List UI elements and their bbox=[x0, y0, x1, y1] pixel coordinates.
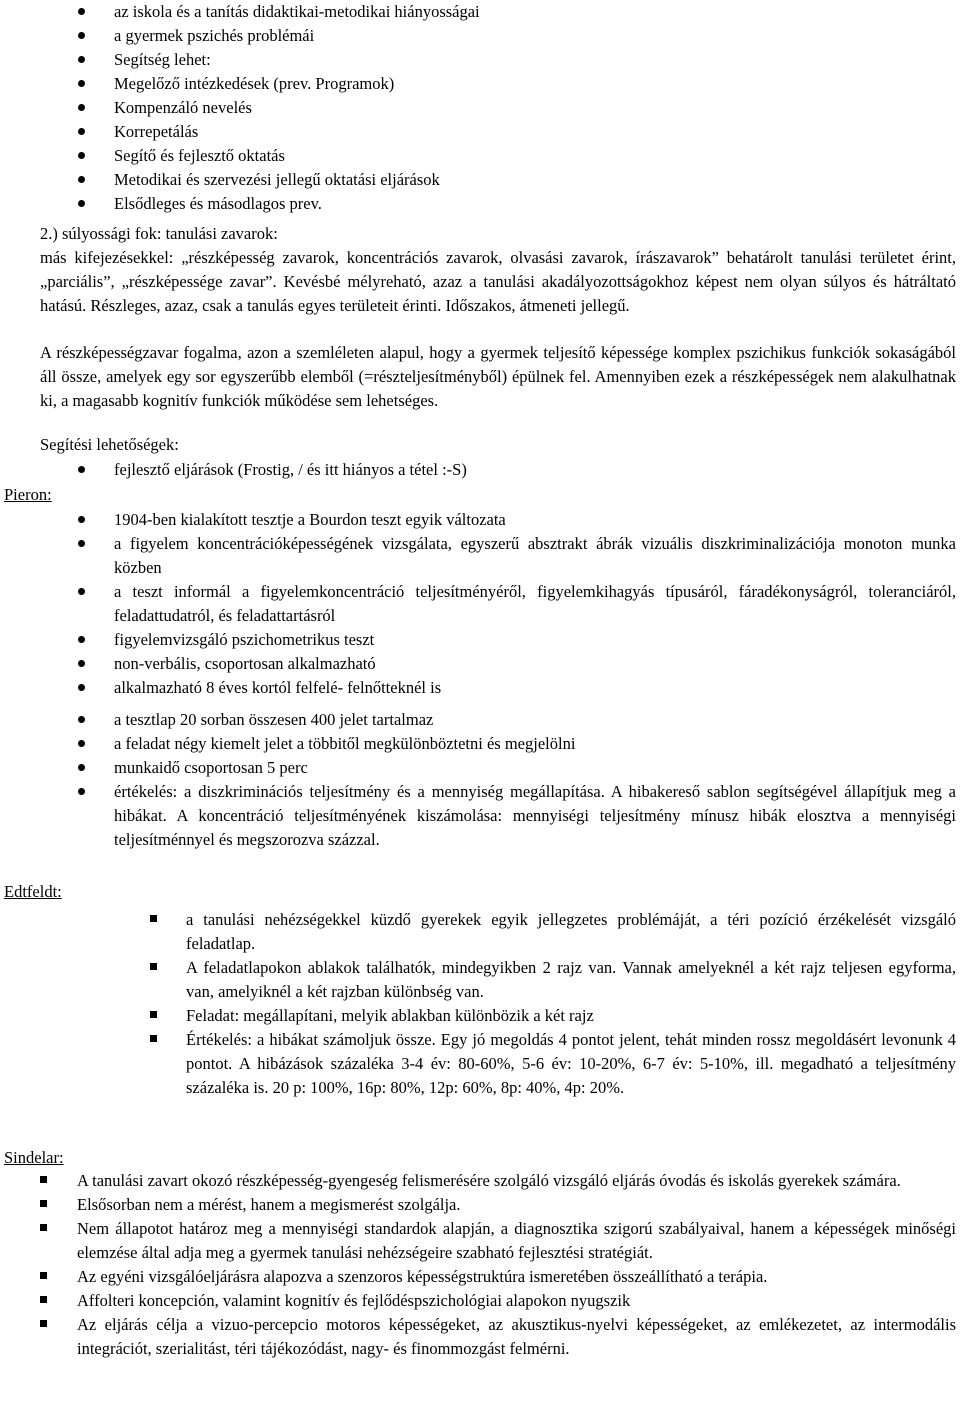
top-bullet-list bbox=[78, 0, 956, 216]
list-item: Metodikai és szervezési jellegű oktatási eljárások bbox=[78, 168, 956, 192]
pieron-label: Pieron: bbox=[4, 485, 52, 504]
sindelar-list bbox=[40, 1169, 956, 1361]
list-item: Korrepetálás bbox=[78, 120, 956, 144]
list-item: értékelés: a diszkriminációs teljesítmény és a mennyiség megállapítása. A hibakereső sablon segítségével állapítjuk meg a hibákat. A koncentráció teljesítményének kiszámolása: mennyiségi teljesítmény mínusz hibák elosztva a mennyiségi teljesítménnyel és megszorozva százzal. bbox=[78, 780, 956, 852]
list-item: Nem állapotot határoz meg a mennyiségi standardok alapján, a diagnosztika szigorú szabályaival, hanem a képességek minőségi elemzése által adja meg a gyermek tanulási nehézségeire szabható fejlesztési stratégiát. bbox=[40, 1217, 956, 1265]
list-item: a figyelem koncentrációképességének vizsgálata, egyszerű absztrakt ábrák vizuális diszkriminalizációja monoton munka közben bbox=[78, 532, 956, 580]
list-item: Elsősorban nem a mérést, hanem a megismerést szolgálja. bbox=[40, 1193, 956, 1217]
section-2-heading: 2.) súlyossági fok: tanulási zavarok: bbox=[40, 224, 278, 243]
list-item: az iskola és a tanítás didaktikai-metodikai hiányosságai bbox=[78, 0, 956, 24]
list-item: A feladatlapokon ablakok találhatók, mindegyikben 2 rajz van. Vannak amelyeknél a két rajz teljesen egyforma, van, amelyiknél a két rajzban különbség van. bbox=[150, 956, 956, 1004]
help-heading: Segítési lehetőségek: bbox=[40, 435, 179, 454]
list-item: Feladat: megállapítani, melyik ablakban különbözik a két rajz bbox=[150, 1004, 956, 1028]
list-item: Elsődleges és másodlagos prev. bbox=[78, 192, 956, 216]
edtfeldt-list bbox=[150, 908, 956, 1100]
list-item: munkaidő csoportosan 5 perc bbox=[78, 756, 956, 780]
list-item: 1904-ben kialakított tesztje a Bourdon teszt egyik változata bbox=[78, 508, 956, 532]
section-2-paragraph-1: más kifejezésekkel: „részképesség zavarok, koncentrációs zavarok, olvasási zavarok, írászavarok” behatárolt tanulási területet érint, „parciális”, „részképessége zavar”. Kevésbé mélyreható, azaz a tanulási akadályozottságokhoz képest nem olyan súlyos és hátráltató hatású. Részleges, azaz, csak a tanulás egyes területeit érinti. Időszakos, átmeneti jellegű. bbox=[40, 248, 956, 315]
edtfeldt-label: Edtfeldt: bbox=[4, 882, 62, 901]
section-2-paragraph-2: A részképességzavar fogalma, azon a szemléleten alapul, hogy a gyermek teljesítő képessége komplex pszichikus funkciók sokaságából áll össze, amelyek egy sor egyszerűbb elemből (=részteljesítményből) épülnek fel. Amennyiben ezek a részképességek nem alakulhatnak ki, a magasabb kognitív funkciók működése sem lehetséges. bbox=[40, 343, 956, 410]
list-item: a teszt informál a figyelemkoncentráció teljesítményéről, figyelemkihagyás típusáról, fáradékonyságról, toleranciáról, feladattudatról, és feladattartásról bbox=[78, 580, 956, 628]
list-item: a feladat négy kiemelt jelet a többitől megkülönböztetni és megjelölni bbox=[78, 732, 956, 756]
list-item: A tanulási zavart okozó részképesség-gyengeség felismerésére szolgáló vizsgáló eljárás óvodás és iskolás gyerekek számára. bbox=[40, 1169, 956, 1193]
pieron-list-a bbox=[78, 508, 956, 700]
sindelar-label: Sindelar: bbox=[4, 1148, 64, 1167]
list-item: Értékelés: a hibákat számoljuk össze. Egy jó megoldás 4 pontot jelent, tehát minden rossz megoldásért levonunk 4 pontot. A hibázások százaléka 3-4 év: 80-60%, 5-6 év: 10-20%, 6-7 év: 5-10%, ill. megadható a teljesítmény százaléka is. 20 p: 100%, 16p: 80%, 12p: 60%, 8p: 40%, 4p: 20%. bbox=[150, 1028, 956, 1100]
list-item: fejlesztő eljárások (Frostig, / és itt hiányos a tétel :-S) bbox=[78, 458, 956, 482]
list-item: a gyermek pszichés problémái bbox=[78, 24, 956, 48]
list-item: figyelemvizsgáló pszichometrikus teszt bbox=[78, 628, 956, 652]
list-item: Az eljárás célja a vizuo-percepcio motoros képességeket, az akusztikus-nyelvi képességeket, az emlékezetet, az intermodális integrációt, szerialitást, téri tájékozódást, nagy- és finommozgást felmérni. bbox=[40, 1313, 956, 1361]
list-item: Affolteri koncepción, valamint kognitív és fejlődéspszichológiai alapokon nyugszik bbox=[40, 1289, 956, 1313]
list-item: Segítő és fejlesztő oktatás bbox=[78, 144, 956, 168]
list-item: a tesztlap 20 sorban összesen 400 jelet tartalmaz bbox=[78, 708, 956, 732]
pieron-list-b bbox=[78, 708, 956, 852]
list-item: Megelőző intézkedések (prev. Programok) bbox=[78, 72, 956, 96]
list-item: Az egyéni vizsgálóeljárásra alapozva a szenzoros képességstruktúra ismeretében összeállítható a terápia. bbox=[40, 1265, 956, 1289]
list-item: alkalmazható 8 éves kortól felfelé- felnőtteknél is bbox=[78, 676, 956, 700]
list-item: Segítség lehet: bbox=[78, 48, 956, 72]
list-item: a tanulási nehézségekkel küzdő gyerekek egyik jellegzetes problémáját, a téri pozíció érzékelését vizsgáló feladatlap. bbox=[150, 908, 956, 956]
list-item: Kompenzáló nevelés bbox=[78, 96, 956, 120]
list-item: non-verbális, csoportosan alkalmazható bbox=[78, 652, 956, 676]
help-list bbox=[78, 458, 956, 482]
